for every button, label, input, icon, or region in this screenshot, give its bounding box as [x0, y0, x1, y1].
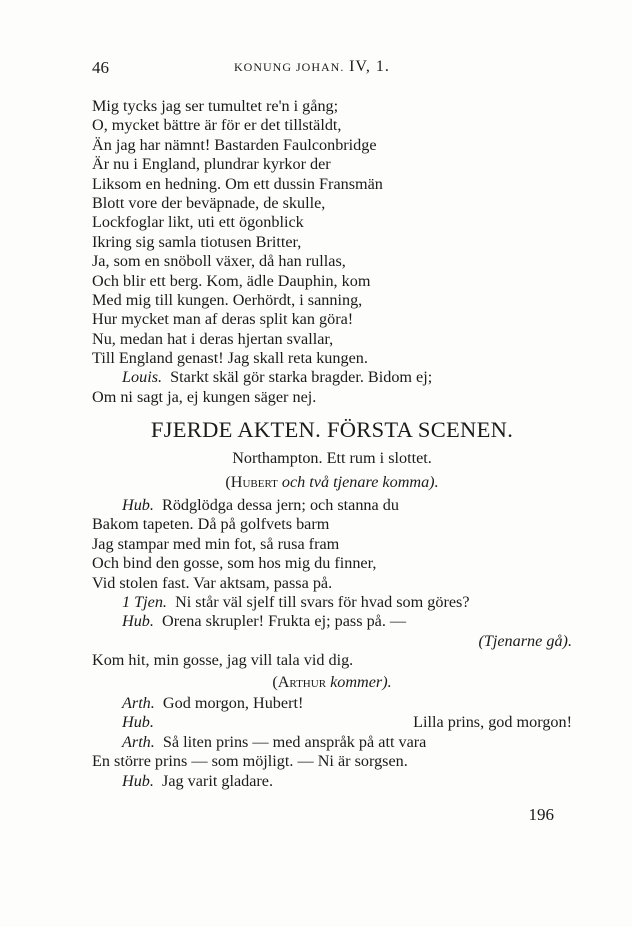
verse-line: Vid stolen fast. Var aktsam, passa på. [92, 573, 333, 592]
verse-line: Och blir ett berg. Kom, ädle Dauphin, kom [92, 271, 371, 290]
speech-hubert [92, 772, 572, 791]
speaker-name: Arth. [122, 732, 155, 751]
speech-line: Orena skrupler! Frukta ej; pass på. — [162, 612, 407, 631]
play-text [92, 97, 572, 791]
verse-line: Än jag har nämnt! Bastarden Faulconbridge [92, 135, 377, 154]
speaker-name: Hub. [122, 496, 154, 515]
speech-line: Kom hit, min gosse, jag vill tala vid dig. [92, 651, 354, 670]
speech-line: Så liten prins — med anspråk på att vara [162, 732, 427, 751]
scene-location: Northampton. Ett rum i slottet. [232, 449, 432, 468]
speech-arthur [92, 733, 572, 752]
speech-hubert [92, 713, 572, 732]
verse-line: Ikring sig samla tiotusen Britter, [92, 232, 302, 251]
page-header [92, 58, 562, 80]
speaker-name: 1 Tjen. [122, 592, 167, 611]
speech-louis [92, 368, 572, 387]
verse-line: O, mycket bättre är för er det tillstäldt, [92, 116, 342, 135]
verse-line: Nu, medan hat i deras hjertan svallar, [92, 329, 334, 348]
speech-line: Lilla prins, god morgon! [413, 713, 572, 732]
speech-line: Starkt skäl gör starka bragder. Bidom ej; [170, 368, 433, 387]
speaker-name: Louis. [122, 368, 163, 387]
speech-line: Rödglödga dessa jern; och stanna du [162, 496, 399, 515]
speaker-name: Hub. [122, 771, 154, 790]
speech-arthur [92, 694, 572, 713]
page-number: 46 [92, 58, 109, 77]
speech-line: En större prins — som möjligt. — Ni är sorgsen. [92, 752, 408, 771]
speech-line: Om ni sagt ja, ej kungen säger nej. [92, 387, 317, 406]
speech-line: Ni står väl sjelf till svars för hvad som göres? [175, 592, 470, 611]
speech-servant [92, 593, 572, 612]
verse-line: Lockfoglar likt, uti ett ögonblick [92, 213, 304, 232]
speech-line: Jag varit gladare. [162, 771, 274, 790]
stage-direction [92, 473, 572, 492]
verse-block [92, 97, 572, 368]
act-reference: IV, 1. [349, 58, 390, 75]
speech-hubert [92, 612, 572, 631]
verse-line: Med mig till kungen. Oerhördt, i sanning, [92, 290, 363, 309]
paren: ( [272, 672, 278, 691]
stage-direction-text: och två tjenare komma). [281, 472, 439, 491]
speaker-name: Hub. [122, 713, 154, 732]
scene-heading: FJERDE AKTEN. FÖRSTA SCENEN. [150, 417, 514, 443]
verse-line: Blott vore der beväpnade, de skulle, [92, 193, 326, 212]
speaker-name: Arth. [122, 693, 155, 712]
verse-line: Jag stampar med min fot, så rusa fram [92, 534, 340, 553]
speech-line: God morgon, Hubert! [162, 693, 304, 712]
verse-line: Till England genast! Jag skall reta kungen. [92, 349, 368, 368]
speech-hubert [92, 496, 572, 515]
character-name: Hubert [230, 472, 278, 491]
stage-direction-text: kommer). [330, 672, 392, 691]
stage-direction [92, 673, 572, 692]
running-title [234, 58, 390, 76]
paren: ( [225, 472, 231, 491]
stage-direction: (Tjenarne gå). [478, 631, 572, 650]
verse-line: Hur mycket man af deras split kan göra! [92, 310, 354, 329]
running-title-text: KONUNG JOHAN. [234, 60, 345, 74]
verse-line: Och bind den gosse, som hos mig du finner, [92, 554, 377, 573]
speaker-name: Hub. [122, 612, 154, 631]
verse-line: Är nu i England, plundrar kyrkor der [92, 155, 331, 174]
verse-line: Ja, som en snöboll växer, då han rullas, [92, 252, 346, 271]
verse-line: Mig tycks jag ser tumultet re'n i gång; [92, 97, 339, 115]
speech-continuation [92, 515, 572, 593]
verse-line: Liksom en hedning. Om ett dussin Fransmän [92, 174, 383, 193]
signature-mark: 196 [528, 805, 554, 824]
verse-line: Bakom tapeten. Då på golfvets barm [92, 515, 330, 534]
character-name: Arthur [277, 672, 327, 691]
